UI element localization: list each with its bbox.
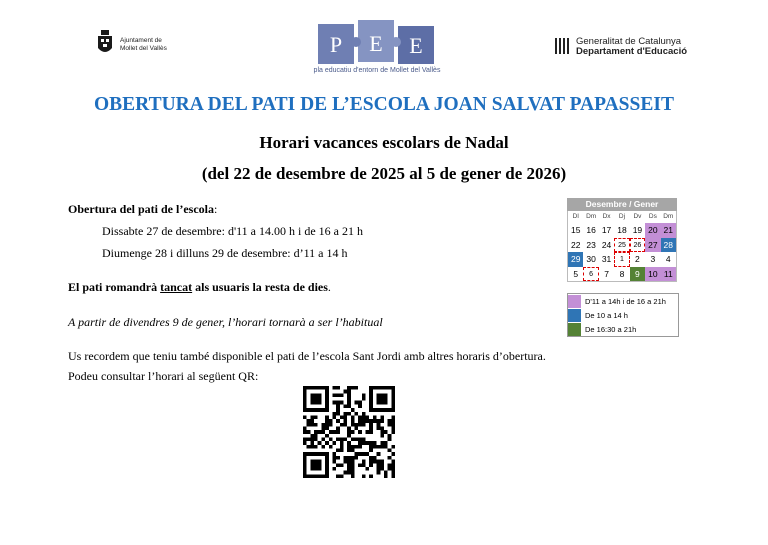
calendar-weekday: Dm <box>663 213 674 220</box>
qr-code[interactable] <box>303 386 395 483</box>
generalitat-line2: Departament d'Educació <box>576 46 688 57</box>
reminder-text: Us recordem que teniu també disponible el pati de l’escola Sant Jordi amb altres horaris d’obertura. <box>68 349 546 363</box>
calendar-day: 20 <box>645 223 660 238</box>
calendar-day: 21 <box>661 223 676 238</box>
calendar-day: 26 <box>630 238 645 253</box>
pee-subtitle: pla educatiu d'entorn de Mollet del Vallès <box>313 67 441 74</box>
opening-line-saturday: Dissabte 27 de desembre: d'11 a 14.00 h i de 16 a 21 h <box>102 224 363 238</box>
generalitat-logo <box>554 36 704 58</box>
opening-heading-text: Obertura del pati de l’escola <box>68 202 214 216</box>
pee-logo <box>312 20 442 78</box>
calendar-day: 7 <box>604 268 609 279</box>
legend-label: D'11 a 14h i de 16 a 21h <box>585 296 666 306</box>
qr-instructions: Podeu consultar l’horari al següent QR: <box>68 369 259 383</box>
opening-heading-colon: : <box>213 202 218 216</box>
legend-label: De 10 a 14 h <box>585 310 628 320</box>
legend-swatch <box>568 295 581 308</box>
closed-notice <box>68 280 331 295</box>
calendar-grid <box>567 211 677 282</box>
calendar-day: 8 <box>619 268 625 279</box>
calendar-weekday: Dl <box>572 213 579 220</box>
calendar-day: 17 <box>601 225 612 235</box>
calendar-day: 9 <box>630 267 645 282</box>
regular-hours-note: A partir de divendres 9 de gener, l’horari tornarà a ser l’habitual <box>68 315 383 329</box>
subtitle-schedule: Horari vacances escolars de Nadal <box>259 133 509 152</box>
closed-notice-tancat: tancat <box>160 280 193 294</box>
calendar-weekday: Dm <box>586 213 597 220</box>
shield-icon <box>96 28 114 58</box>
closed-notice-a: El pati romandrà <box>68 280 161 294</box>
calendar-header: Desembre / Gener <box>567 198 677 211</box>
page-title: OBERTURA DEL PATI DE L’ESCOLA JOAN SALVAT PAPASSEIT <box>94 94 674 115</box>
calendar-day: 3 <box>650 254 656 264</box>
calendar-weekday: Dx <box>602 213 611 220</box>
calendar-day: 25 <box>614 238 629 253</box>
calendar-day: 16 <box>586 225 596 235</box>
calendar-day: 30 <box>586 254 596 264</box>
calendar-day: 5 <box>573 268 579 279</box>
calendar-day: 4 <box>665 254 671 264</box>
ajuntament-logo <box>96 28 176 62</box>
calendar-day: 6 <box>583 267 598 282</box>
calendar <box>567 198 677 282</box>
legend-item <box>568 308 678 322</box>
calendar-legend <box>567 293 679 337</box>
legend-swatch <box>568 323 581 336</box>
legend-item <box>568 294 678 308</box>
calendar-day: 23 <box>586 239 596 250</box>
calendar-day: 2 <box>635 254 640 264</box>
calendar-day: 28 <box>661 238 676 253</box>
calendar-day: 22 <box>570 239 581 250</box>
ajuntament-line2: Mollet del Vallès <box>120 45 167 52</box>
calendar-day: 10 <box>645 267 660 282</box>
svg-text:P: P <box>329 32 343 57</box>
calendar-day: 18 <box>617 225 627 235</box>
calendar-weekday: Ds <box>648 213 657 220</box>
closed-notice-dot: . <box>327 280 331 294</box>
calendar-day: 19 <box>632 225 643 235</box>
qr-code-icon[interactable] <box>303 386 395 478</box>
senyera-icon <box>554 38 570 54</box>
opening-line-sunday-monday: Diumenge 28 i dilluns 29 de desembre: d’11 a 14 h <box>102 246 348 260</box>
calendar-day: 15 <box>570 225 581 235</box>
calendar-day: 24 <box>601 239 612 250</box>
svg-text:E: E <box>369 31 383 56</box>
calendar-day: 31 <box>601 254 612 264</box>
calendar-day: 27 <box>645 238 660 253</box>
calendar-day: 29 <box>568 252 583 267</box>
generalitat-line1: Generalitat de Catalunya <box>576 36 682 47</box>
puzzle-icon <box>316 20 438 66</box>
closed-notice-c: als usuaris la resta de dies <box>192 280 328 294</box>
legend-swatch <box>568 309 581 322</box>
legend-label: De 16:30 a 21h <box>585 324 637 334</box>
calendar-weekday: Dj <box>618 213 626 220</box>
calendar-day: 11 <box>661 267 676 282</box>
opening-heading <box>68 202 217 217</box>
subtitle-dates: (del 22 de desembre de 2025 al 5 de gener de 2026) <box>201 164 567 183</box>
legend-item <box>568 322 678 336</box>
calendar-day: 1 <box>614 252 629 267</box>
calendar-weekday: Dv <box>633 213 642 220</box>
svg-text:E: E <box>409 33 423 58</box>
ajuntament-line1: Ajuntament de <box>120 37 162 44</box>
